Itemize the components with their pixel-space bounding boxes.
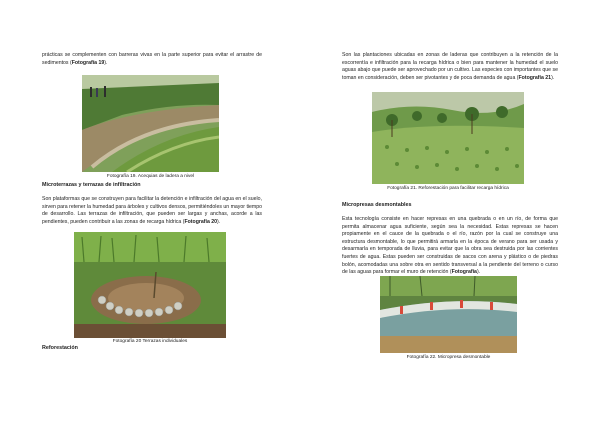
heading-micro-dams: Micropresas desmontables <box>342 202 412 208</box>
photo-19-hillside-ditches <box>82 75 219 172</box>
photo-22-removable-micro-dam <box>380 276 517 353</box>
photo-21-caption: Fotografía 21. Reforestación para facilitar recarga hídrica <box>387 186 509 191</box>
left-terraces-paragraph: Son plataformas que se construyen para facilitar la detención e infiltración del agua en el suelo, sirven para retener la humedad para árboles y cultivos densos, permitiéndoles un mayor tiempo de desarrollo. Las terrazas de infiltración, que pueden ser largas y anchas, acorde a las pendientes, pueden contribuir a las zonas de recarga hídrica (Fotografía 20). <box>42 196 263 225</box>
photo-21-reforestation-slope <box>372 92 524 184</box>
right-micro-dams-paragraph: Esta tecnología consiste en hacer represas en una quebrada o en un río, de forma que permita almacenar agua suficiente, según sea la necesidad. Estas represas se hacen propiamente en el cauce de la quebrada o el río, razón por la cual se construye una estructura desmontable, lo que permitirá armarla en la época de verano para ser usada y desarmarla en temporada de lluvia, para evitar que la obra sea destruida por las corrientes fuertes de agua. Estas pueden ser construidas de sacos con arena y plástico o de piedras bolón, acomodadas una sobre otra en sentido transversal a la pendiente del terreno o curso de las aguas para formar el muro de retención (Fotografía). <box>342 216 558 276</box>
heading-microterraces: Microterrazas y terrazas de infiltración <box>42 182 141 188</box>
heading-reforestation: Reforestación <box>42 345 78 351</box>
photo-20-individual-terraces <box>74 232 226 338</box>
left-intro-paragraph: prácticas se complementen con barreras vivas en la parte superior para evitar el arrastre de sedimentos (Fotografía 19). <box>42 52 262 66</box>
photo-22-caption: Fotografía 22. Micropresa desmontable <box>406 355 491 360</box>
photo-20-caption: Fotografía 20 Terrazas individuales <box>112 339 188 344</box>
photo-19-caption: Fotografía 19. Acequias de ladera a nivel <box>106 174 195 179</box>
right-reforestation-paragraph: Son las plantaciones ubicadas en zonas de laderas que contribuyen a la retención de la escorrentía e infiltración para la recarga hídrica o bien para mantener la humedad el suelo aguas abajo que puede ser aprovechado por un cultivo. Las especies con importantes que se toman en consideración, deben ser pivotantes y de poca demanda de agua (Fotografía 21). <box>342 52 558 81</box>
